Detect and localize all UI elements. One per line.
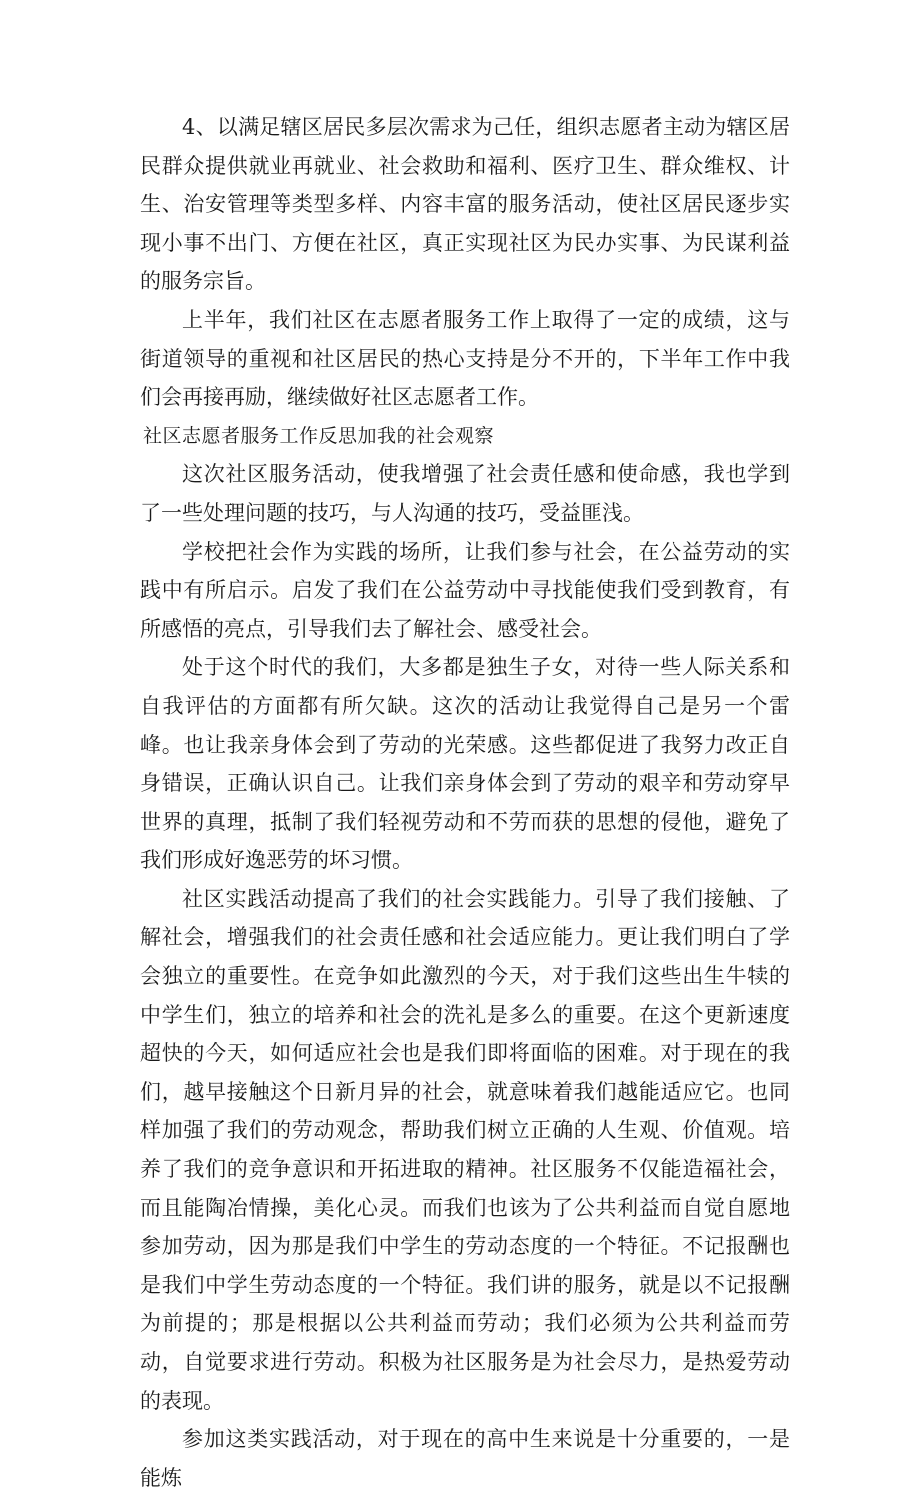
paragraph-1: 4、以满足辖区居民多层次需求为己任，组织志愿者主动为辖区居民群众提供就业再就业、社会救助和福利、医疗卫生、群众维权、计生、治安管理等类型多样、内容丰富的服务活动，使社区居民逐步实现小事不出门、方便在社区，真正实现社区为民办实事、为民谋利益的服务宗旨。 [140,115,790,294]
paragraph-3: 这次社区服务活动，使我增强了社会责任感和使命感，我也学到了一些处理问题的技巧，与人沟通的技巧，受益匪浅。 [140,462,790,525]
paragraph-7: 参加这类实践活动，对于现在的高中生来说是十分重要的，一是能炼 [140,1427,790,1490]
paragraph-5: 处于这个时代的我们，大多都是独生子女，对待一些人际关系和自我评估的方面都有所欠缺。这次的活动让我觉得自己是另一个雷峰。也让我亲身体会到了劳动的光荣感。这些都促进了我努力改正自身错误，正确认识自己。让我们亲身体会到了劳动的艰辛和劳动穿早世界的真理，抵制了我们轻视劳动和不劳而获的思想的侵他，避免了我们形成好逸恶劳的坏习惯。 [140,655,790,873]
document-body [140,108,790,1497]
paragraph-4: 学校把社会作为实践的场所，让我们参与社会，在公益劳动的实践中有所启示。启发了我们在公益劳动中寻找能使我们受到教育，有所感悟的亮点，引导我们去了解社会、感受社会。 [140,539,790,641]
paragraph-2: 上半年，我们社区在志愿者服务工作上取得了一定的成绩，这与街道领导的重视和社区居民的热心支持是分不开的，下半年工作中我们会再接再励，继续做好社区志愿者工作。 [140,307,790,410]
section-title: 社区志愿者服务工作反思加我的社会观察 [143,424,495,447]
paragraph-6: 社区实践活动提高了我们的社会实践能力。引导了我们接触、了解社会，增强我们的社会责任感和社会适应能力。更让我们明白了学会独立的重要性。在竞争如此激烈的今天，对于我们这些出生牛犊的中学生们，独立的培养和社会的洗礼是多么的重要。在这个更新速度超快的今天，如何适应社会也是我们即将面临的困难。对于现在的我们，越早接触这个日新月异的社会，就意味着我们越能适应它。也同样加强了我们的劳动观念，帮助我们树立正确的人生观、价值观。培养了我们的竞争意识和开拓进取的精神。社区服务不仅能造福社会，而且能陶冶情操，美化心灵。而我们也该为了公共利益而自觉自愿地参加劳动，因为那是我们中学生的劳动态度的一个特征。不记报酬也是我们中学生劳动态度的一个特征。我们讲的服务，就是以不记报酬为前提的；那是根据以公共利益而劳动；我们必须为公共利益而劳动，自觉要求进行劳动。积极为社区服务是为社会尽力，是热爱劳动的表现。 [140,886,790,1413]
